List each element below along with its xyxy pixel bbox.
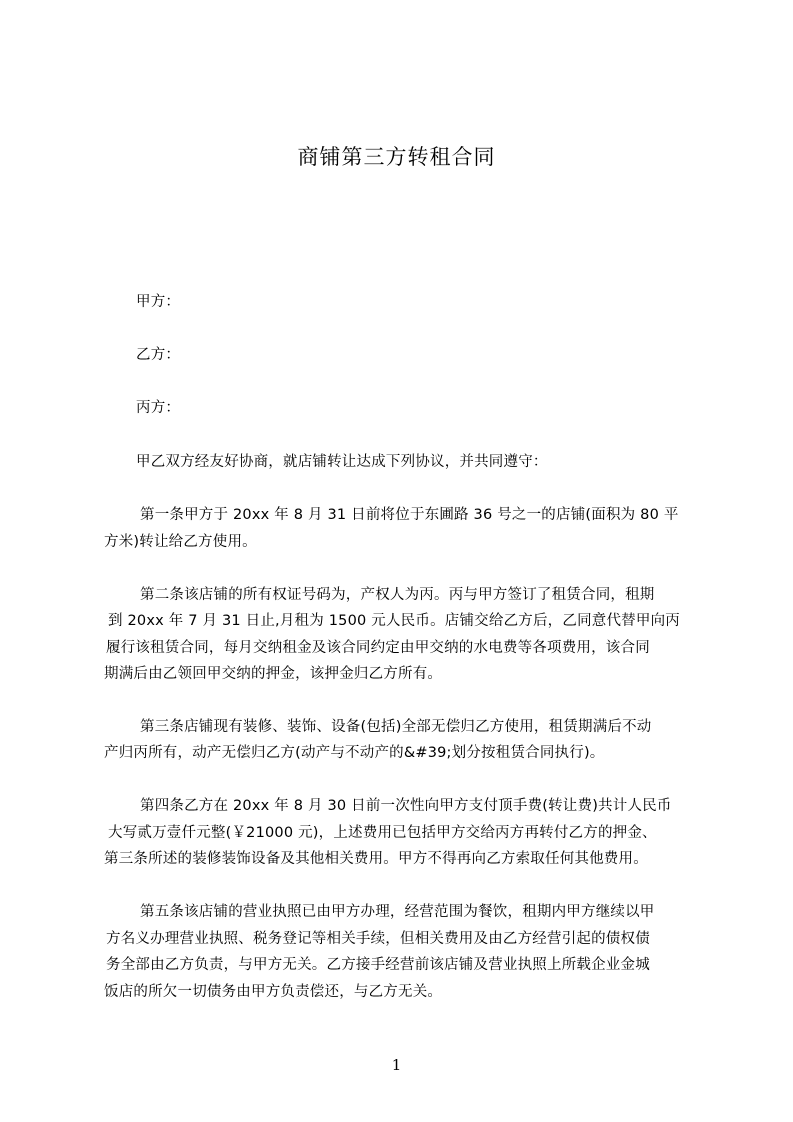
- party-b-label: 乙方：: [136, 347, 181, 363]
- clause-4-line-2: 大写贰万壹仟元整(￥21000 元)，上述费用已包括甲方交给丙方再转付乙方的押金、: [108, 825, 657, 841]
- clause-1-line-2: 方米)转让给乙方使用。: [104, 534, 257, 550]
- clause-5-line-3: 务全部由乙方负责，与甲方无关。乙方接手经营前该店铺及营业执照上所载企业金城: [106, 957, 650, 973]
- clause-2-line-3: 履行该租赁合同，每月交纳租金及该合同约定由甲交纳的水电费等各项费用，该合同: [106, 640, 650, 656]
- clause-4-line-3: 第三条所述的装修装饰设备及其他相关费用。甲方不得再向乙方索取任何其他费用。: [104, 851, 648, 867]
- party-a-label: 甲方：: [136, 294, 181, 310]
- clause-1-line-1: 第一条甲方于 20xx 年 8 月 31 日前将位于东圃路 36 号之一的店铺(面积为 80 平: [140, 507, 679, 523]
- clause-5-line-2: 方名义办理营业执照、税务登记等相关手续，但相关费用及由乙方经营引起的债权债: [106, 931, 650, 947]
- clause-2-line-2: 到 20xx 年 7 月 31 日止,月租为 1500 元人民币。店铺交给乙方后，乙同意代替甲向丙: [108, 613, 680, 629]
- clause-4-line-1: 第四条乙方在 20xx 年 8 月 30 日前一次性向甲方支付顶手费(转让费)共计人民币: [140, 798, 672, 814]
- clause-2-line-4: 期满后由乙领回甲交纳的押金，该押金归乙方所有。: [104, 666, 443, 682]
- clause-3-line-2: 产归丙所有，动产无偿归乙方(动产与不动产的&#39;划分按租赁合同执行)。: [104, 745, 605, 761]
- clause-5-line-4: 饭店的所欠一切债务由甲方负责偿还，与乙方无关。: [104, 984, 443, 1000]
- page-number: 1: [391, 1056, 402, 1074]
- intro-paragraph: 甲乙双方经友好协商，就店铺转让达成下列协议，并共同遵守：: [136, 454, 548, 470]
- clause-3-line-1: 第三条店铺现有装修、装饰、设备(包括)全部无偿归乙方使用，租赁期满后不动: [140, 719, 652, 735]
- party-c-label: 丙方：: [136, 400, 181, 416]
- clause-2-line-1: 第二条该店铺的所有权证号码为，产权人为丙。丙与甲方签订了租赁合同，租期: [140, 587, 655, 603]
- clause-5-line-1: 第五条该店铺的营业执照已由甲方办理，经营范围为餐饮，租期内甲方继续以甲: [140, 904, 655, 920]
- document-title: 商铺第三方转租合同: [297, 145, 496, 169]
